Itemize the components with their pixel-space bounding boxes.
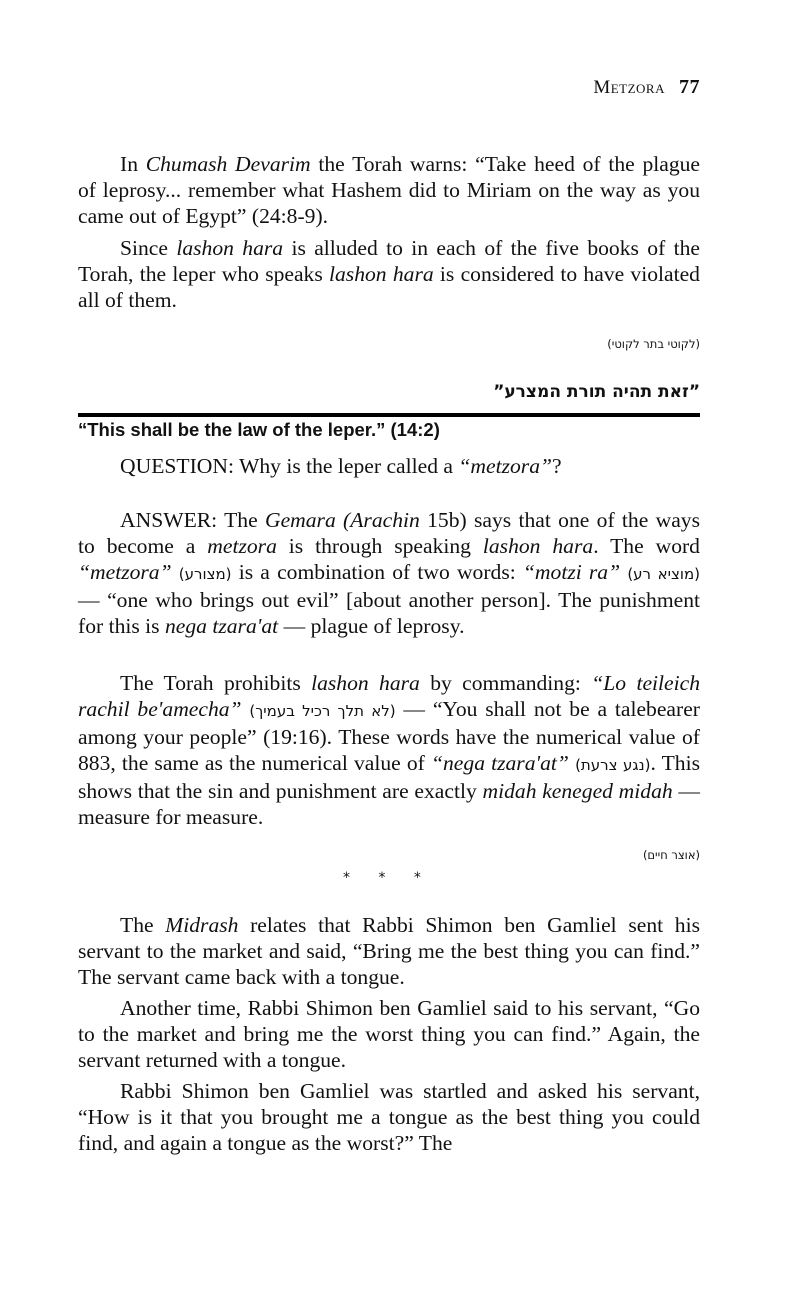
text-run: the Torah warns: “Take heed of the plague of leprosy... remember what Hashem did to Miriam on the way as you came out of Egypt” (24:8-9). — [78, 152, 701, 228]
text-run: The Torah prohibits — [120, 671, 312, 695]
italic-term: “Lo teileich rachil be'amecha” — [78, 671, 700, 721]
italic-term: lashon hara — [311, 671, 420, 695]
text-run: In — [120, 152, 146, 176]
midrash-paragraph — [78, 912, 700, 990]
paragraph-chumash-devarim — [78, 151, 700, 229]
section-divider-asterisks: * * * — [343, 870, 433, 886]
running-head — [593, 76, 700, 99]
italic-term: Chumash Devarim — [145, 152, 311, 176]
answer-paragraph — [78, 507, 700, 639]
hebrew-term: (מוציא רע) — [627, 565, 700, 583]
text-run: is alluded to in each of the five books of the Torah, the leper who speaks — [78, 236, 701, 286]
text-run: — measure for measure. — [78, 779, 701, 829]
hebrew-verse-headline: ”זאת תהיה תורת המצרע” — [493, 382, 700, 402]
running-head-title: Metzora — [593, 77, 665, 98]
startled-paragraph: Rabbi Shimon ben Gamliel was startled and asked his servant, “How is it that you brought me a tongue as the best thing you could find, and again a tongue as the worst?” The — [78, 1079, 700, 1155]
text-run: is through speaking — [276, 534, 483, 558]
source-citation: (לקוטי בתר לקוטי) — [607, 337, 700, 351]
question-paragraph — [78, 453, 700, 479]
text-run: QUESTION: Why is the leper called a — [120, 454, 459, 478]
text-run: ? — [552, 454, 562, 478]
italic-term: nega tzara'at — [164, 614, 279, 638]
hebrew-term: (מצורע) — [178, 565, 232, 583]
italic-term: lashon hara — [329, 262, 434, 286]
text-run: . This shows that the sin and punishment are exactly — [78, 751, 700, 803]
text-run: is a combination of two words: — [231, 560, 523, 584]
italic-term: “nega tzara'at” — [431, 751, 569, 775]
text-run: 15b) says that one of the ways to become a — [78, 508, 700, 558]
hebrew-term: (לא תלך רכיל בעמיך) — [249, 702, 396, 720]
torah-prohibition-paragraph — [78, 670, 700, 830]
italic-term: midah keneged midah — [482, 779, 673, 803]
text-run — [172, 560, 179, 584]
hebrew-term: (נגע צרעת) — [575, 756, 651, 774]
text-run: ANSWER: The — [120, 508, 265, 532]
italic-term: lashon hara — [482, 534, 594, 558]
text-run: Since — [120, 236, 177, 260]
source-citation: (אוצר חיים) — [642, 848, 700, 862]
page-number: 77 — [679, 76, 700, 98]
italic-term: “metzora” — [458, 454, 553, 478]
italic-term: “motzi ra” — [522, 560, 621, 584]
italic-term: lashon hara — [176, 236, 284, 260]
text-run: is considered to have violated all of them. — [78, 262, 700, 312]
italic-term: Midrash — [165, 913, 239, 937]
italic-term: metzora — [207, 534, 277, 558]
italic-term: Gemara (Arachin — [264, 508, 420, 532]
text-run: — plague of leprosy. — [278, 614, 465, 638]
another-time-paragraph: Another time, Rabbi Shimon ben Gamliel said to his servant, “Go to the market and bring me the worst thing you can find.” Again, the servant returned with a tongue. — [78, 996, 700, 1072]
italic-term: “metzora” — [78, 560, 172, 584]
text-run: . The word — [593, 534, 700, 558]
headline-rule — [78, 413, 700, 417]
paragraph-five-books — [78, 235, 700, 313]
text-run: by commanding: — [419, 671, 592, 695]
text-run: — “one who brings out evil” [about another person]. The punishment for this is — [78, 588, 700, 638]
text-run: — “You shall not be a talebearer among your people” (19:16). These words have the numerical value of 883, the same as the numerical value of — [78, 697, 700, 775]
text-run: The — [120, 913, 166, 937]
text-run: relates that Rabbi Shimon ben Gamliel sent his servant to the market and said, “Bring me the best thing you can find.” The servant came back with a tongue. — [78, 913, 700, 989]
english-verse-headline: “This shall be the law of the leper.” (14:2) — [78, 419, 440, 440]
